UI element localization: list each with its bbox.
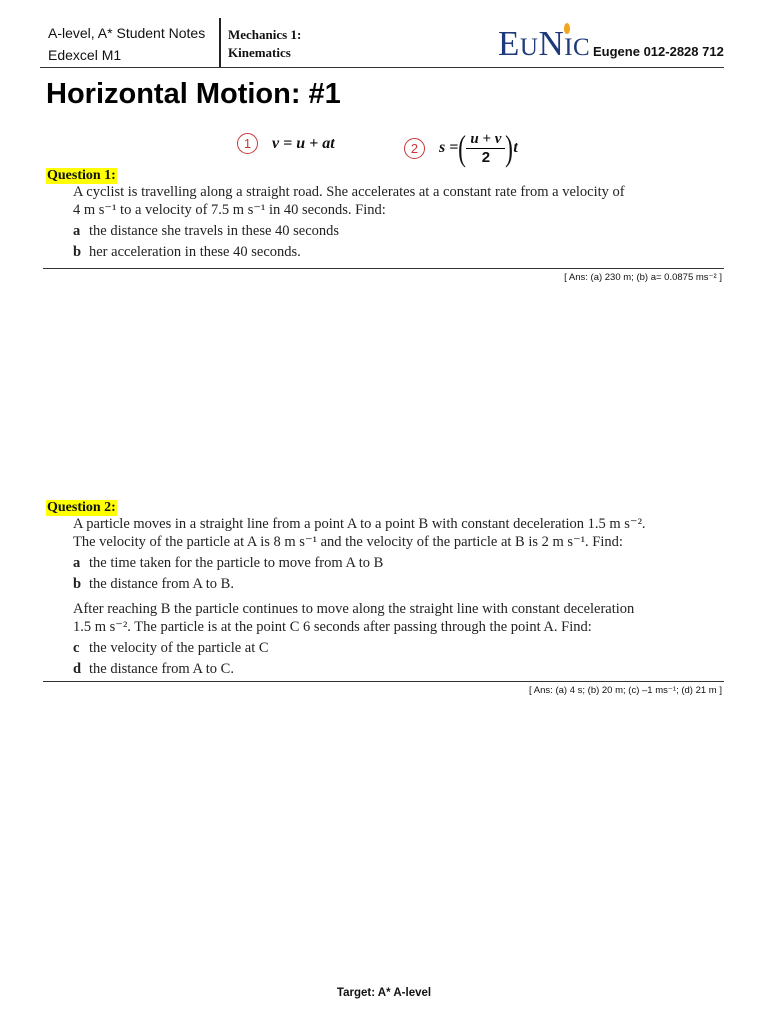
part-text: the distance from A to B. <box>89 576 234 592</box>
eunic-logo <box>498 24 590 68</box>
formula-1 <box>237 133 335 154</box>
question-2-part-c <box>73 639 723 657</box>
header-rule <box>40 67 724 68</box>
header-contact: Eugene 012-2828 712 <box>593 44 724 59</box>
question-1-stem-line2: 4 m s⁻¹ to a velocity of 7.5 m s⁻¹ in 40 seconds. Find: <box>73 202 386 218</box>
part-letter: c <box>73 640 80 656</box>
part-letter: a <box>73 555 81 571</box>
question-2-stem-line1: A particle moves in a straight line from a point A to a point B with constant deceleration 1.5 m s⁻². <box>73 516 646 532</box>
header-subject <box>228 26 301 62</box>
logo-letter-n: N <box>538 24 565 63</box>
header-divider <box>219 18 221 68</box>
logo-letters-ic: IC <box>564 34 591 61</box>
logo-flame-icon <box>564 23 570 34</box>
question-1-part-a <box>73 222 713 240</box>
question-2-part-a <box>73 554 723 572</box>
header-topic: Kinematics <box>228 45 291 60</box>
question-2-answer: [ Ans: (a) 4 s; (b) 20 m; (c) –1 ms⁻¹; (d) 21 m ] <box>529 685 722 696</box>
question-2-part-b <box>73 575 723 593</box>
question-2-cont-line2: 1.5 m s⁻². The particle is at the point C 6 seconds after passing through the point A. Find: <box>73 619 592 635</box>
header-notes-line1: A-level, A* Student Notes <box>48 25 206 41</box>
question-1-part-b <box>73 243 713 258</box>
logo-letter-e: E <box>498 24 520 63</box>
part-text: the distance she travels in these 40 seconds <box>89 223 340 239</box>
question-2-cont-line1: After reaching B the particle continues to move along the straight line with constant deceleration <box>73 601 635 617</box>
formula-2-fraction <box>468 131 503 166</box>
part-text: the time taken for the particle to move from A to B <box>89 555 384 571</box>
question-2-rule <box>43 681 724 682</box>
header-notes-line2: Edexcel M1 <box>48 47 122 63</box>
part-text: the velocity of the particle at C <box>89 640 269 656</box>
part-letter: b <box>73 244 82 258</box>
part-letter: d <box>73 661 82 677</box>
formula-2 <box>404 128 518 168</box>
formula-1-number: 1 <box>237 133 258 154</box>
logo-letter-u: U <box>519 34 539 61</box>
formula-1-text: v = u + at <box>272 134 335 152</box>
formula-2-lhs: s = <box>439 139 459 156</box>
question-1-label: Question 1: <box>47 168 116 183</box>
fraction-numerator: u + v <box>470 130 502 147</box>
question-1-stem-line1: A cyclist is travelling along a straight road. She accelerates at a constant rate from a velocity of <box>73 184 625 200</box>
page-title: Horizontal Motion: #1 <box>46 78 341 110</box>
header-subject-title: Mechanics 1: <box>228 27 302 42</box>
fraction-denominator: 2 <box>466 148 505 166</box>
left-paren: ( <box>458 128 467 168</box>
spacer <box>73 593 723 600</box>
question-1-rule <box>43 268 724 269</box>
page-footer: Target: A* A-level <box>336 987 432 999</box>
formula-2-tail: t <box>513 139 518 156</box>
part-text: the distance from A to C. <box>89 661 234 677</box>
part-text: her acceleration in these 40 seconds. <box>89 244 301 258</box>
question-2-stem-line2: The velocity of the particle at A is 8 m s⁻¹ and the velocity of the particle at B is 2 m s⁻¹. Find: <box>73 534 623 550</box>
right-paren: ) <box>505 128 514 168</box>
question-2-body <box>73 515 723 678</box>
question-1-answer: [ Ans: (a) 230 m; (b) a= 0.0875 ms⁻² ] <box>564 272 722 283</box>
question-2-label: Question 2: <box>47 500 116 515</box>
part-letter: b <box>73 576 82 592</box>
part-letter: a <box>73 223 81 239</box>
formula-2-number: 2 <box>404 138 425 159</box>
question-1-body <box>73 183 713 258</box>
header-notes <box>48 22 205 66</box>
question-2-part-d <box>73 660 723 678</box>
